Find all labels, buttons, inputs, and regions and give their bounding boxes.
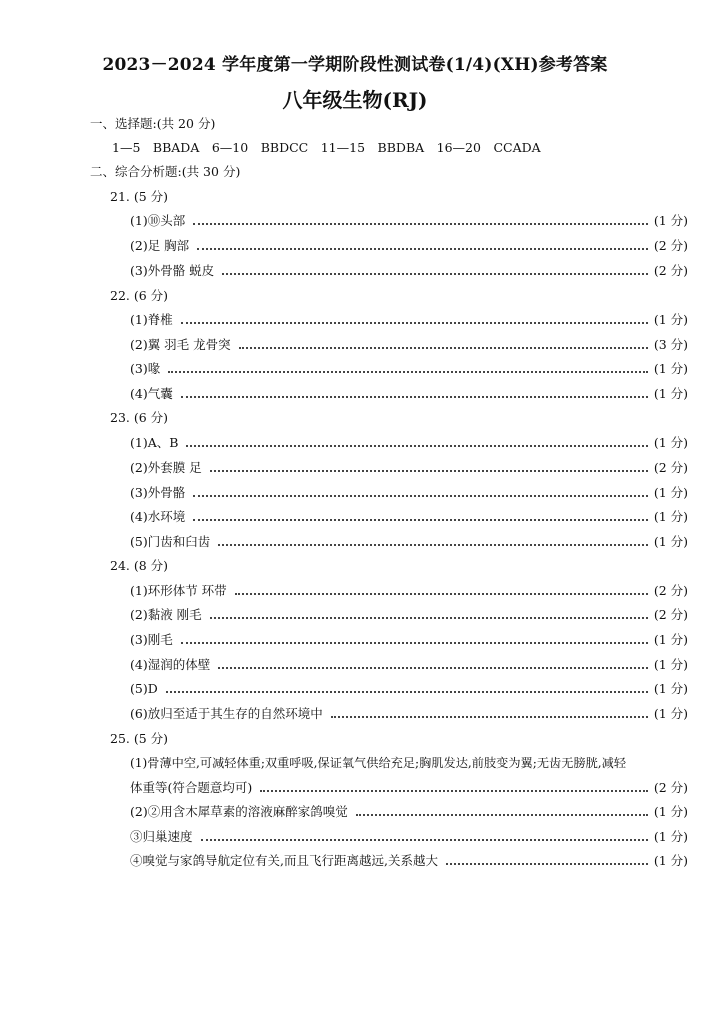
leader-dots bbox=[197, 248, 648, 250]
answer-text: (3)外骨骼 蜕皮 bbox=[130, 263, 215, 278]
leader-dots bbox=[181, 322, 648, 324]
answer-text: (5)门齿和臼齿 bbox=[130, 534, 211, 549]
answer-text: (1)环形体节 环带 bbox=[130, 583, 227, 598]
answer-text: ④嗅觉与家鸽导航定位有关,而且飞行距离越远,关系越大 bbox=[130, 853, 438, 868]
answer-points: (1 分) bbox=[653, 361, 688, 376]
answer-text: (5)D bbox=[130, 681, 158, 696]
answer-points: (1 分) bbox=[653, 312, 688, 327]
leader-dots bbox=[210, 617, 648, 619]
answer-points: (3 分) bbox=[653, 337, 688, 352]
document-subtitle: 八年级生物(RJ) bbox=[282, 88, 428, 112]
answer-text: (4)气囊 bbox=[130, 386, 173, 401]
leader-dots bbox=[356, 814, 648, 816]
answer-row bbox=[130, 583, 688, 599]
answer-row bbox=[130, 780, 688, 796]
question-24-label: 24. (8 分) bbox=[110, 558, 169, 573]
leader-dots bbox=[260, 790, 648, 792]
leader-dots bbox=[218, 544, 648, 546]
leader-dots bbox=[201, 839, 648, 841]
answer-points: (2 分) bbox=[653, 238, 688, 253]
question-21-label: 21. (5 分) bbox=[110, 189, 169, 204]
answer-text: (1)⑩头部 bbox=[130, 213, 186, 228]
answer-text: (6)放归至适于其生存的自然环境中 bbox=[130, 706, 323, 721]
answer-row bbox=[130, 337, 688, 353]
answer-row bbox=[130, 853, 688, 869]
answer-text: (3)刚毛 bbox=[130, 632, 173, 647]
section-one-heading: 一、选择题:(共 20 分) bbox=[90, 116, 216, 131]
answer-row bbox=[130, 263, 688, 279]
answer-row bbox=[130, 435, 688, 451]
answer-row bbox=[130, 607, 688, 623]
answer-row bbox=[130, 804, 688, 820]
answer-row bbox=[130, 238, 688, 254]
question-25-label: 25. (5 分) bbox=[110, 731, 169, 746]
answer-points: (1 分) bbox=[653, 804, 688, 819]
answer-text: (3)喙 bbox=[130, 361, 161, 376]
answer-text: (2)足 胸部 bbox=[130, 238, 190, 253]
answer-points: (1 分) bbox=[653, 435, 688, 450]
leader-dots bbox=[235, 593, 648, 595]
leader-dots bbox=[331, 716, 648, 718]
leader-dots bbox=[239, 347, 648, 349]
answer-row bbox=[130, 312, 688, 328]
answer-points: (2 分) bbox=[653, 780, 688, 795]
leader-dots bbox=[218, 667, 648, 669]
answer-row bbox=[130, 534, 688, 550]
question-22-label: 22. (6 分) bbox=[110, 288, 169, 303]
answer-row bbox=[130, 361, 688, 377]
answer-text: (2)外套膜 足 bbox=[130, 460, 202, 475]
answer-points: (1 分) bbox=[653, 681, 688, 696]
answer-row bbox=[130, 386, 688, 402]
answer-text: (2)②用含木犀草素的溶液麻醉家鸽嗅觉 bbox=[130, 804, 348, 819]
answer-row bbox=[130, 706, 688, 722]
answer-points: (2 分) bbox=[653, 583, 688, 598]
answer-row bbox=[130, 829, 688, 845]
answer-row bbox=[130, 213, 688, 229]
answer-points: (1 分) bbox=[653, 509, 688, 524]
answer-text: (1)脊椎 bbox=[130, 312, 173, 327]
leader-dots bbox=[181, 396, 648, 398]
answer-text: (4)湿润的体壁 bbox=[130, 657, 211, 672]
leader-dots bbox=[193, 495, 648, 497]
answer-row bbox=[130, 485, 688, 501]
answer-points: (1 分) bbox=[653, 632, 688, 647]
multiple-choice-answers: 1—5 BBADA 6—10 BBDCC 11—15 BBDBA 16—20 CCADA bbox=[112, 140, 541, 155]
answer-points: (1 分) bbox=[653, 706, 688, 721]
answer-row bbox=[130, 657, 688, 673]
answer-points: (2 分) bbox=[653, 460, 688, 475]
answer-row bbox=[130, 681, 688, 697]
leader-dots bbox=[181, 642, 648, 644]
answer-text: (3)外骨骼 bbox=[130, 485, 186, 500]
leader-dots bbox=[168, 371, 648, 373]
answer-points: (1 分) bbox=[653, 657, 688, 672]
answer-text-line: (1)骨薄中空,可减轻体重;双重呼吸,保证氧气供给充足;胸肌发达,前肢变为翼;无齿无膀胱,减轻 bbox=[130, 756, 627, 770]
answer-text: (1)A、B bbox=[130, 435, 179, 450]
document-title: 2023－2024 学年度第一学期阶段性测试卷(1/4)(XH)参考答案 bbox=[102, 55, 608, 75]
answer-text: (2)黏液 刚毛 bbox=[130, 607, 202, 622]
answer-points: (1 分) bbox=[653, 485, 688, 500]
leader-dots bbox=[222, 273, 648, 275]
answer-text: ③归巢速度 bbox=[130, 829, 193, 844]
leader-dots bbox=[186, 445, 647, 447]
leader-dots bbox=[193, 519, 648, 521]
question-23-label: 23. (6 分) bbox=[110, 410, 169, 425]
answer-text: (4)水环境 bbox=[130, 509, 186, 524]
answer-points: (1 分) bbox=[653, 853, 688, 868]
answer-points: (1 分) bbox=[653, 386, 688, 401]
answer-text: (2)翼 羽毛 龙骨突 bbox=[130, 337, 231, 352]
leader-dots bbox=[446, 863, 648, 865]
answer-row bbox=[130, 509, 688, 525]
leader-dots bbox=[193, 223, 648, 225]
answer-text: 体重等(符合题意均可) bbox=[130, 780, 253, 795]
leader-dots bbox=[210, 470, 648, 472]
section-two-heading: 二、综合分析题:(共 30 分) bbox=[90, 164, 241, 179]
answer-points: (1 分) bbox=[653, 829, 688, 844]
answer-points: (1 分) bbox=[653, 534, 688, 549]
answer-row bbox=[130, 632, 688, 648]
answer-points: (2 分) bbox=[653, 607, 688, 622]
leader-dots bbox=[166, 691, 648, 693]
answer-points: (1 分) bbox=[653, 213, 688, 228]
answer-points: (2 分) bbox=[653, 263, 688, 278]
answer-row bbox=[130, 460, 688, 476]
